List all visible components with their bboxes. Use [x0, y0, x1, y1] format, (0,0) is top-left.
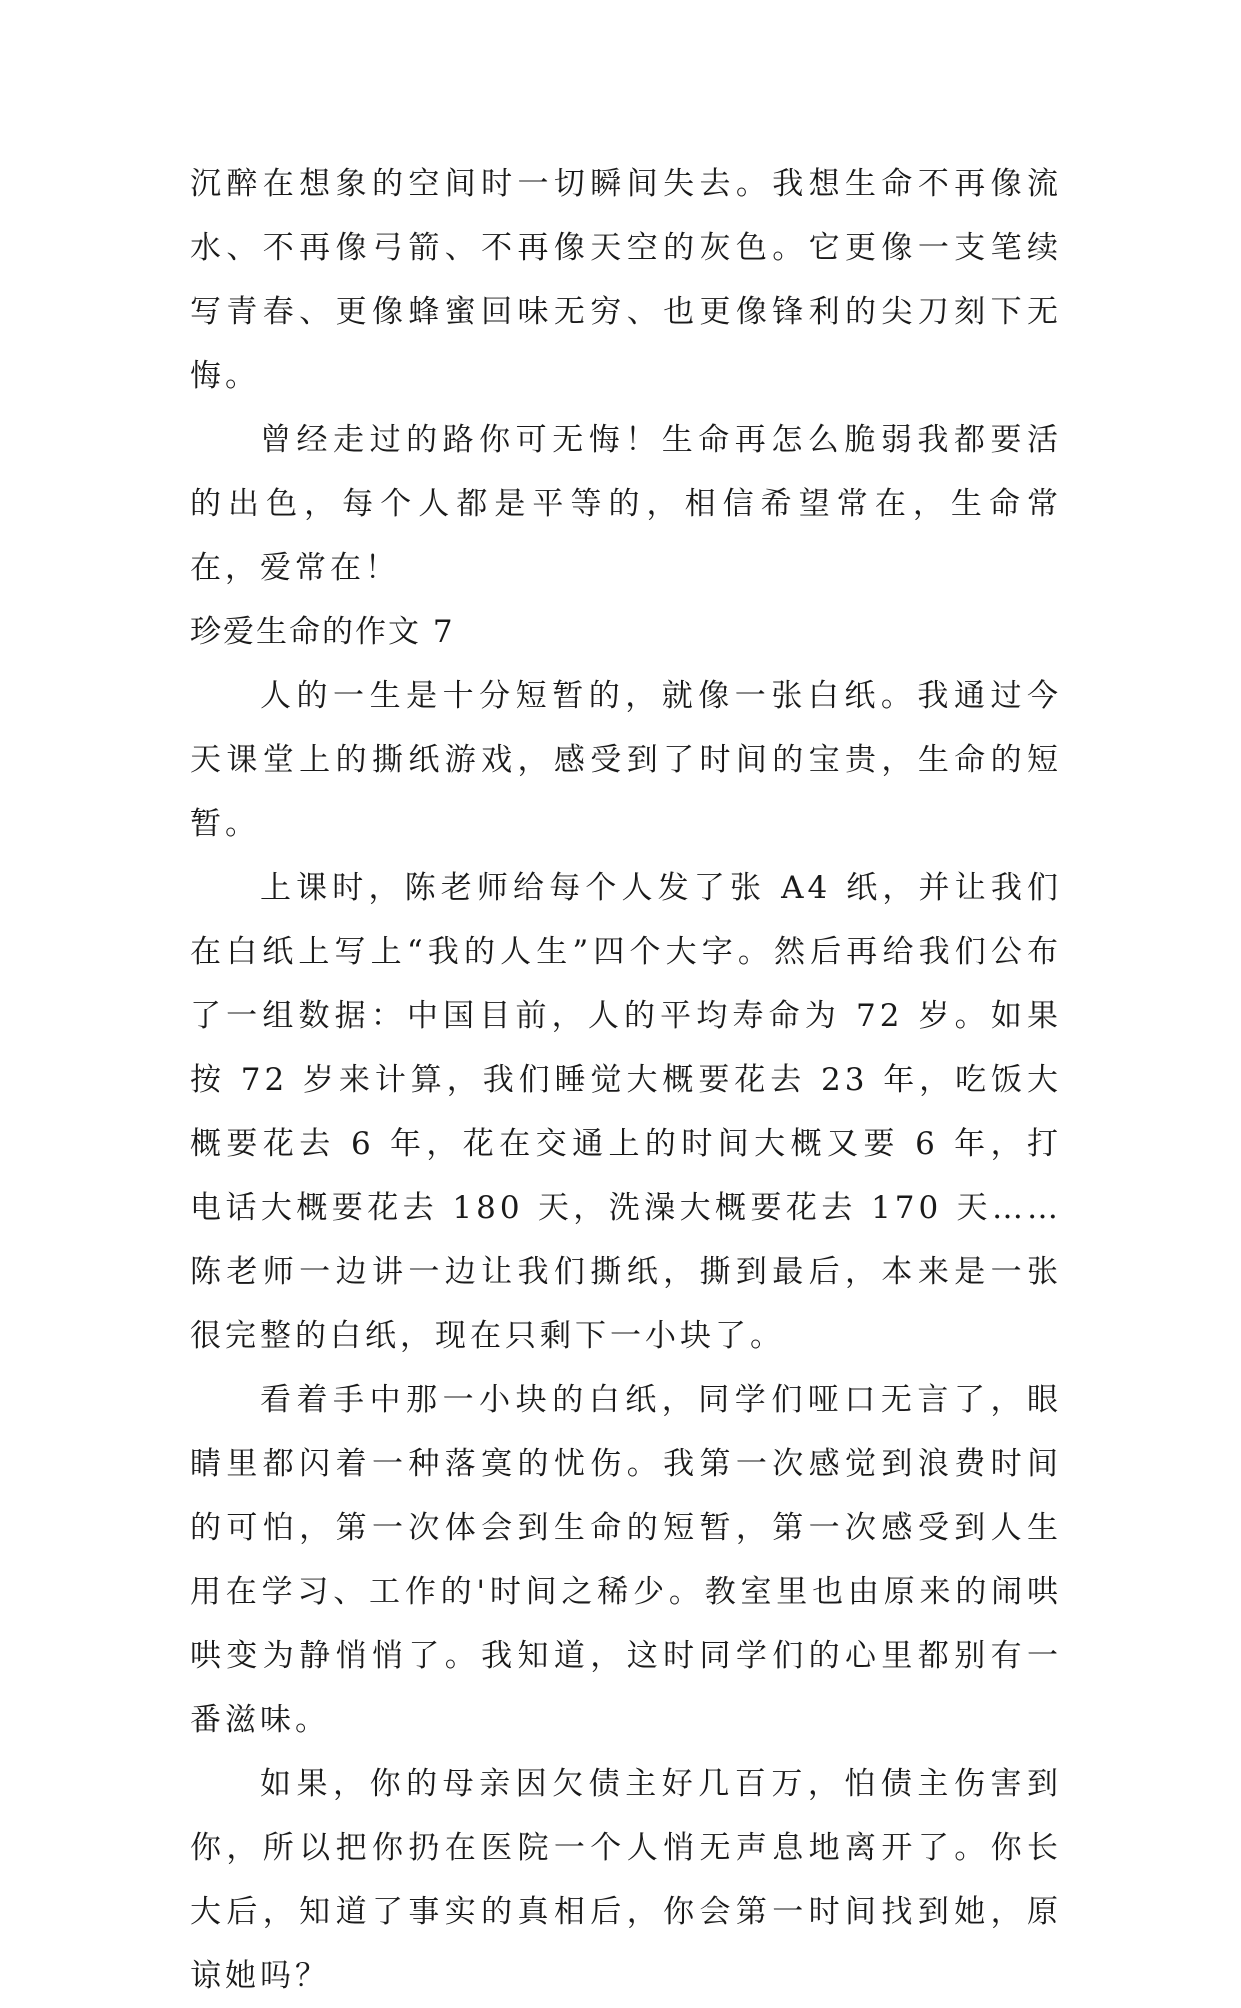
section-heading: 珍爱生命的作文 7: [190, 614, 455, 650]
paragraph: 看着手中那一小块的白纸，同学们哑口无言了，眼睛里都闪着一种落寞的忧伤。我第一次感觉到浪费时间的可怕，第一次体会到生命的短暂，第一次感受到人生用在学习、工作的'时间之稀少。教室里也由原来的闹哄哄变为静悄悄了。我知道，这时同学们的心里都别有一番滋味。: [190, 1382, 1062, 1738]
paragraph: 曾经走过的路你可无悔！生命再怎么脆弱我都要活的出色，每个人都是平等的，相信希望常在，生命常在，爱常在！: [190, 422, 1062, 586]
paragraph: 人的一生是十分短暂的，就像一张白纸。我通过今天课堂上的撕纸游戏，感受到了时间的宝贵，生命的短暂。: [190, 678, 1062, 842]
paragraph: 如果，你的母亲因欠债主好几百万，怕债主伤害到你，所以把你扔在医院一个人悄无声息地离开了。你长大后，知道了事实的真相后，你会第一时间找到她，原谅她吗？: [190, 1766, 1062, 1994]
document-body: [190, 152, 1062, 2008]
paragraph: 上课时，陈老师给每个人发了张 A4 纸，并让我们在白纸上写上“我的人生”四个大字。然后再给我们公布了一组数据：中国目前，人的平均寿命为 72 岁。如果按 72 岁来计算，我们睡觉大概要花去 23 年，吃饭大概要花去 6 年，花在交通上的时间大概又要 6 年，打电话大概要花去 180 天，洗澡大概要花去 170 天……陈老师一边讲一边让我们撕纸，撕到最后，本来是一张很完整的白纸，现在只剩下一小块了。: [190, 870, 1062, 1354]
paragraph: 沉醉在想象的空间时一切瞬间失去。我想生命不再像流水、不再像弓箭、不再像天空的灰色。它更像一支笔续写青春、更像蜂蜜回味无穷、也更像锋利的尖刀刻下无悔。: [190, 166, 1062, 394]
